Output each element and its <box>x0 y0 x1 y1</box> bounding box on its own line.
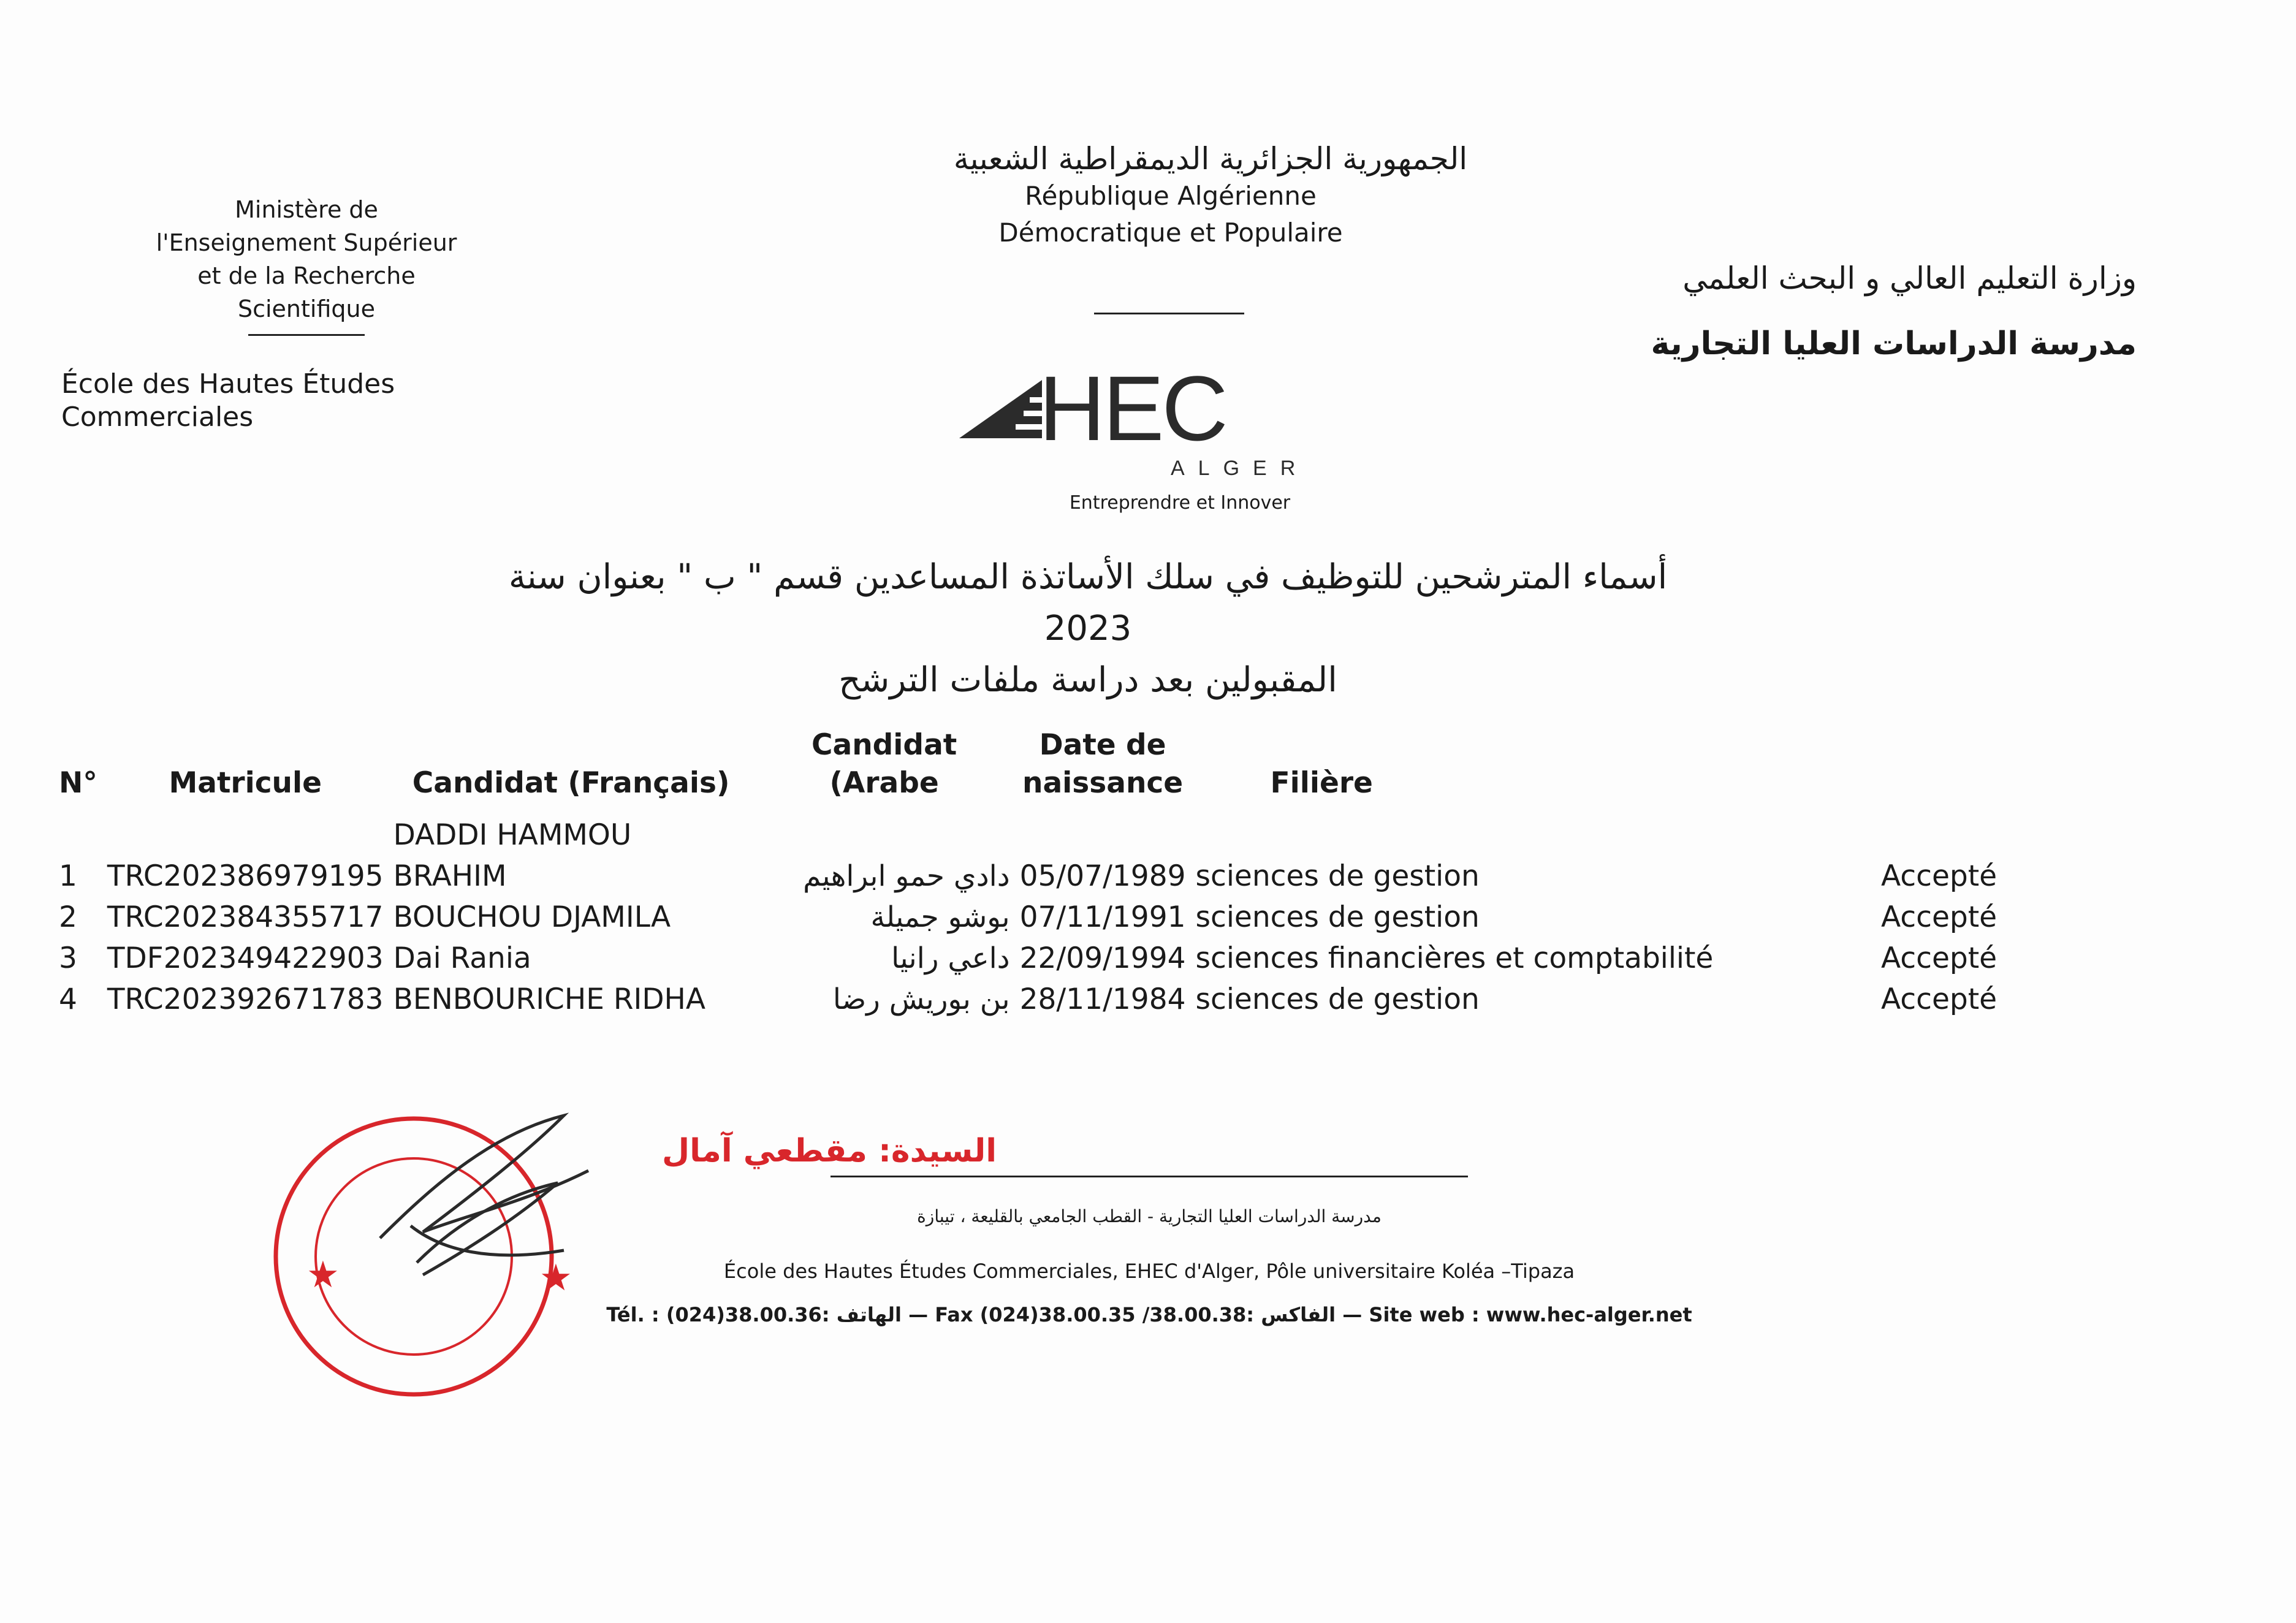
row-name-fr: BOUCHOU DJAMILA <box>393 900 671 934</box>
row-filiere: sciences de gestion <box>1195 983 1480 1016</box>
table-row <box>54 811 2015 852</box>
row-name-ar: بوشو جميلة <box>870 900 1010 934</box>
row-name-ar: داعي رانيا <box>891 941 1010 975</box>
header-date-line2: naissance <box>1022 766 1184 800</box>
stamp-name: السيدة: مقطعي آمال <box>662 1133 997 1169</box>
header-divider <box>248 334 365 336</box>
row-number: 1 <box>59 859 77 893</box>
header-filiere: Filière <box>1270 766 1373 800</box>
school-name-ar: مدرسة الدراسات العليا التجارية <box>1651 325 2137 362</box>
footer-address-ar: مدرسة الدراسات العليا التجارية - القطب الجامعي بالقليعة ، تيبازة <box>917 1206 1382 1226</box>
footer-address-fr: École des Hautes Études Commerciales, EHEC d'Alger, Pôle universitaire Koléa –Tipaza <box>723 1260 1575 1283</box>
row-name-fr: Dai Rania <box>393 941 531 975</box>
row-status: Accepté <box>1880 859 1998 893</box>
center-divider <box>1094 313 1244 314</box>
row-status: Accepté <box>1880 983 1998 1016</box>
ministry-fr-line3: et de la Recherche <box>197 262 416 289</box>
row-birth: 05/07/1989 <box>1019 859 1186 893</box>
table-row <box>54 975 2015 1016</box>
republic-fr-line1: République Algérienne <box>1025 181 1317 211</box>
row-name-ar: بن بوريش رضا <box>832 983 1010 1016</box>
row-number: 2 <box>59 900 77 934</box>
hec-logo <box>959 343 1327 515</box>
logo-city: ALGER <box>1171 457 1309 480</box>
row-filiere: sciences de gestion <box>1195 859 1480 893</box>
row-number: 4 <box>59 983 77 1016</box>
ministry-fr-line4: Scientifique <box>237 295 375 322</box>
row-matricule: TDF202349422903 <box>107 941 384 975</box>
slogan: Entreprendre et Innover <box>1069 492 1291 514</box>
table-row <box>54 893 2015 934</box>
row1-name-fr-line1: DADDI HAMMOU <box>393 818 632 852</box>
row-filiere: sciences financières et comptabilité <box>1195 941 1714 975</box>
document-title <box>460 552 1716 706</box>
row-birth: 07/11/1991 <box>1019 900 1186 934</box>
school-name-fr: École des Hautes Études Commerciales <box>61 368 395 433</box>
official-stamp <box>270 1079 997 1434</box>
row-name-fr: BENBOURICHE RIDHA <box>393 983 706 1016</box>
candidates-table <box>54 726 2015 1016</box>
row-birth: 28/11/1984 <box>1019 983 1186 1016</box>
row-number: 3 <box>59 941 77 975</box>
header-date-line1: Date de <box>1039 728 1166 762</box>
row-filiere: sciences de gestion <box>1195 900 1480 934</box>
header-date <box>1015 726 1191 811</box>
row-matricule: TRC202386979195 <box>107 859 384 893</box>
ministry-header-ar <box>1524 260 2137 362</box>
stamp-star-right: ★ <box>539 1256 572 1299</box>
table-header-row <box>54 726 2015 811</box>
republic-name-fr <box>919 178 1422 251</box>
title-line1: أسماء المترشحين للتوظيف في سلك الأساتذة المساعدين قسم " ب " بعنوان سنة 2023 <box>508 557 1668 648</box>
header-n: N° <box>59 766 97 800</box>
header-candidat-fr: Candidat (Français) <box>412 766 730 800</box>
row-status: Accepté <box>1880 900 1998 934</box>
header-matricule: Matricule <box>169 766 322 800</box>
ministry-header-fr <box>61 193 564 434</box>
republic-fr-line2: Démocratique et Populaire <box>998 218 1343 248</box>
header-candidat-ar: Candidat (Arabe <box>812 728 957 800</box>
table-row <box>54 934 2015 975</box>
stamp-star-left: ★ <box>306 1253 340 1296</box>
table-row <box>54 852 2015 893</box>
ministry-fr-line2: l'Enseignement Supérieur <box>156 229 457 256</box>
row-status: Accepté <box>1880 941 1998 975</box>
footer-divider <box>831 1176 1468 1177</box>
ministry-fr-line1: Ministère de <box>235 196 378 223</box>
title-line2: المقبولين بعد دراسة ملفات الترشح <box>838 660 1337 700</box>
row-birth: 22/09/1994 <box>1019 941 1186 975</box>
row-matricule: TRC202392671783 <box>107 983 384 1016</box>
row-matricule: TRC202384355717 <box>107 900 384 934</box>
footer-contact: Tél. : (024)38.00.36: الهاتف — Fax (024)38.00.35 /38.00.38: الفاكس — Site web : www.hec-alger.net <box>606 1303 1692 1326</box>
row-name-ar: دادي حمو ابراهيم <box>803 859 1010 893</box>
republic-name-ar: الجمهورية الجزائرية الديمقراطية الشعبية <box>953 141 1468 177</box>
ministry-ar: وزارة التعليم العالي و البحث العلمي <box>1682 260 2137 296</box>
row-name-fr: BRAHIM <box>393 859 507 893</box>
logo-text: HEC <box>1039 357 1226 460</box>
